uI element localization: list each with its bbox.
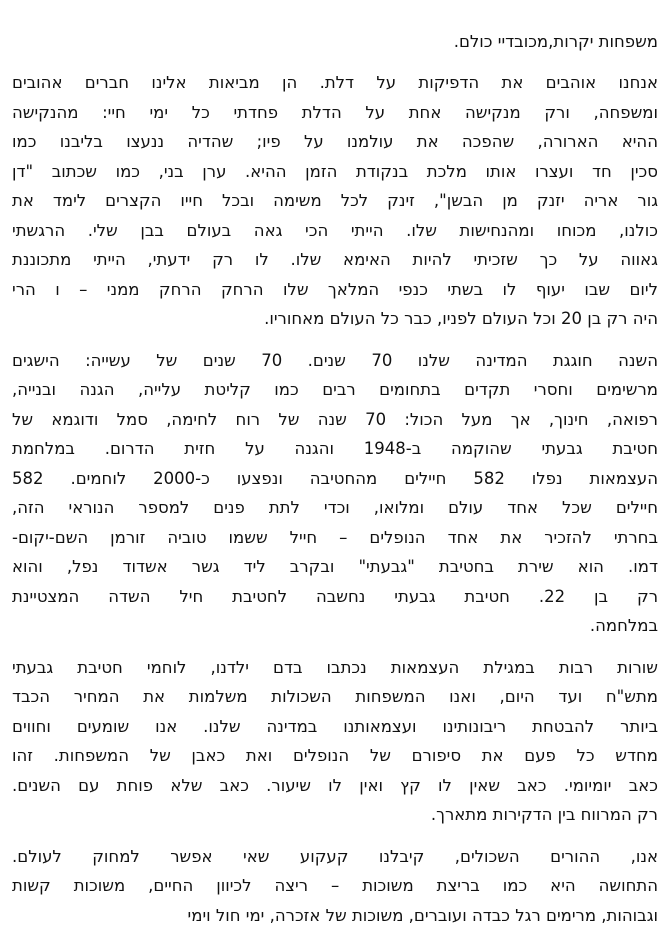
document-body [12, 68, 658, 930]
text-line: שורות רבות במגילת העצמאות נכתבו בדם ילדנו, לוחמי חטיבת גבעתי [12, 657, 658, 677]
text-line: בחרתי להזכיר את אחד הנופלים – חייל ששמו טוביה זורמן השם-יקום- [12, 527, 658, 547]
text-line: רק המרווח בין הדקירות מתארך. [430, 805, 658, 824]
text-line: השנה חוגגת המדינה שלנו 70 שנים. 70 שנים של עשייה: הישגים [12, 350, 658, 370]
text-line: ליום שבו יעוף לו בשתי כנפי המלאך שלו הרחק הרחק ממני – ו הרי [12, 279, 658, 299]
greeting-line: משפחות יקרות,מכובדיי כולם. [453, 32, 658, 51]
text-line: סכין חד ועצרו אותו מלכת בנקודת הזמן ההיא. ערן בני, כמו שכתוב "דן [12, 161, 658, 181]
text-line: דמו. הוא שירת בחטיבת "גבעתי" ובקרב ליד גשר אשדוד נפל, והוא [12, 557, 658, 576]
text-line: במלחמה. [589, 616, 658, 635]
text-line: אנו, ההורים השכולים, קיבלנו קעקוע שאי אפשר למחוק לעולם. [12, 846, 658, 866]
text-line: היה רק בן 20 וכל העולם לפניו, כבר כל העולם מאחוריו. [264, 309, 658, 328]
text-line: כולנו, מכוחו ומהנחישות שלו. הייתי הכי גאה בעולם בבן שלי. הרגשתי [12, 220, 658, 240]
text-line: ההיא הארורה, שהפכה את עולמנו על פיו; שהדיה ננעצו בליבנו כמו [12, 132, 658, 151]
text-line: כאב יומיומי. כאב שאין לו קץ ואין לו שיעור. כאב שלא פוחת עם השנים. [12, 775, 658, 795]
text-line: מרשימים וחסרי תקדים בתחומים רבים כמו קליטת עלייה, הגנה ובנייה, [12, 380, 658, 399]
paragraph [12, 842, 658, 931]
paragraph [12, 346, 658, 641]
text-line: העצמאות נפלו 582 חיילים מהחטיבה ונפצעו כ-2000 לוחמים. 582 [12, 468, 658, 488]
document-page [12, 28, 658, 942]
text-line: חטיבת גבעתי שהוקמה ב-1948 והגנה על חזית הדרום. במלחמת [12, 439, 658, 458]
text-line: ומשפחה, ורק מנקישה אחת על הדלת פחדתי כל ימי חיי: מהנקישה [12, 102, 658, 122]
paragraph [12, 68, 658, 334]
text-line: רק בן 22. חטיבת גבעתי נחשבה לחטיבת חיל השדה המצטיינת [12, 586, 658, 606]
text-line: מתש"ח ועד היום, ואנו המשפחות השכולות משלמות את המחיר הכבד [12, 687, 658, 706]
text-line: גאווה על כך שזכיתי להיות האימא שלו. לו רק ידעתי, הייתי מתכוננת [12, 250, 658, 269]
text-line: ביותר להבטחת ריבונותינו ועצמאותנו במדינה שלנו. אנו שומעים וחווים [12, 716, 658, 736]
text-line: מחדש כל פעם את סיפורם של הנופלים ואת כאבן של המשפחות. זהו [12, 746, 658, 765]
text-line: אנחנו אוהבים את הדפיקות על דלת. הן מביאות אלינו חברים אהובים [12, 73, 658, 92]
text-line: התחושה היא כמו בריצת משוכות – ריצה לכיוון החיים, משוכות קשות [12, 876, 658, 895]
paragraph [12, 653, 658, 830]
text-line: וגבוהות, מרימים רגל כבדה ועוברים, משוכות של אזכרה, ימי חול וימי [187, 905, 658, 925]
text-line: חיילים שכל אחד עולם ומלואו, וכדי לתת פנים למספר הנוראי הזה, [12, 498, 658, 517]
text-line: גור אריה יזנק מן הבשן", זינק לכל משימה ובכל חייו הקצרים לימד את [12, 191, 658, 210]
text-line: רפואה, חינוך, אך מעל הכול: 70 שנה של רוח לחימה, סמל ודוגמא של [12, 409, 658, 429]
